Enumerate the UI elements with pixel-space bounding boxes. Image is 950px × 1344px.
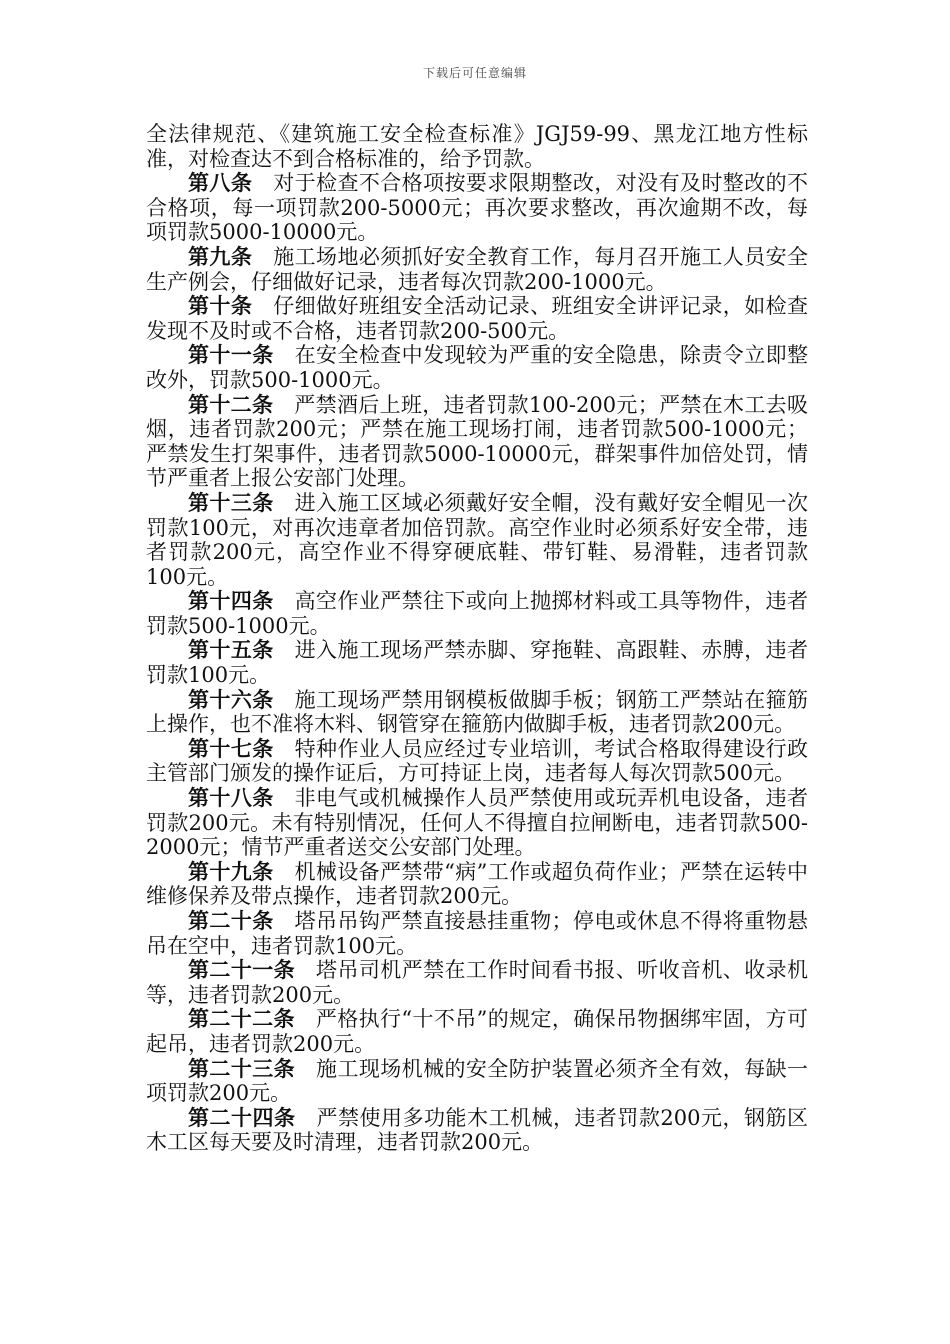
article-text: 机械设备严禁带“病”工作或超负荷作业；严禁在运转中维修保养及带点操作，违者罚款200元。 — [146, 859, 808, 909]
article-11 — [146, 343, 808, 392]
article-15 — [146, 638, 808, 687]
article-label: 第十七条 — [188, 736, 274, 761]
article-10 — [146, 294, 808, 343]
article-text: 塔吊吊钩严禁直接悬挂重物；停电或休息不得将重物悬吊在空中，违者罚款100元。 — [146, 909, 809, 958]
article-text: 施工现场机械的安全防护装置必须齐全有效，每缺一项罚款200元。 — [146, 1056, 809, 1106]
article-label: 第二十三条 — [188, 1056, 296, 1081]
article-12 — [146, 393, 808, 491]
article-text: 严禁酒后上班，违者罚款100-200元；严禁在木工去吸烟，违者罚款200元；严禁在施工现场打闹，违者罚款500-1000元；严禁发生打架事件，违者罚款5000-10000元，群架事件加倍处罚，情节严重者上报公安部门处理。 — [146, 392, 809, 491]
article-16 — [146, 688, 808, 737]
article-label: 第二十条 — [188, 909, 274, 933]
article-19 — [146, 860, 808, 909]
article-text: 在安全检查中发现较为严重的安全隐患，除责令立即整改外，罚款500-1000元。 — [146, 343, 809, 392]
intro-paragraph: 全法律规范、《建筑施工安全检查标准》JGJ59-99、黑龙江地方性标准，对检查达不到合格标准的，给予罚款。 — [146, 122, 808, 171]
article-24 — [146, 1106, 808, 1155]
article-18 — [146, 786, 808, 860]
article-label: 第十八条 — [188, 786, 274, 811]
article-label: 第十四条 — [188, 589, 274, 614]
page-header: 下载后可任意编辑 — [422, 66, 527, 80]
article-text: 进入施工区域必须戴好安全帽，没有戴好安全帽见一次罚款100元，对再次违章者加倍罚款。高空作业时必须系好安全带，违者罚款200元，高空作业不得穿硬底鞋、带钉鞋、易滑鞋，违者罚款100元。 — [146, 490, 809, 589]
article-text: 施工场地必须抓好安全教育工作，每月召开施工人员安全生产例会，仔细做好记录，违者每次罚款200-1000元。 — [146, 244, 809, 294]
article-label: 第十六条 — [188, 687, 274, 712]
article-8 — [146, 171, 808, 245]
article-label: 第二十一条 — [188, 958, 296, 983]
article-label: 第二十二条 — [188, 1007, 295, 1032]
article-label: 第十一条 — [188, 343, 274, 368]
article-21 — [146, 958, 808, 1007]
article-text: 严禁使用多功能木工机械，违者罚款200元，钢筋区木工区每天要及时清理，违者罚款200元。 — [146, 1105, 808, 1155]
article-label: 第二十四条 — [188, 1105, 296, 1130]
article-label: 第十九条 — [188, 859, 274, 884]
article-20 — [146, 909, 808, 958]
article-text: 高空作业严禁往下或向上抛掷材料或工具等物件，违者罚款500-1000元。 — [146, 589, 809, 638]
article-text: 非电气或机械操作人员严禁使用或玩弄机电设备，违者罚款200元。未有特别情况，任何人不得擅自拉闸断电，违者罚款500-2000元；情节严重者送交公安部门处理。 — [146, 786, 809, 860]
article-text: 特种作业人员应经过专业培训，考试合格取得建设行政主管部门颁发的操作证后，方可持证上岗，违者每人每次罚款500元。 — [146, 736, 809, 786]
article-9 — [146, 245, 808, 294]
article-14 — [146, 589, 808, 638]
article-23 — [146, 1057, 808, 1106]
article-label: 第十二条 — [188, 392, 274, 417]
article-label: 第十三条 — [188, 490, 274, 515]
article-text: 对于检查不合格项按要求限期整改，对没有及时整改的不合格项，每一项罚款200-5000元；再次要求整改，再次逾期不改，每项罚款5000-10000元。 — [146, 171, 809, 245]
article-text: 施工现场严禁用钢模板做脚手板；钢筋工严禁站在箍筋上操作，也不准将木料、钢管穿在箍筋内做脚手板，违者罚款200元。 — [146, 687, 809, 737]
document-body — [146, 122, 808, 1155]
article-text: 仔细做好班组安全活动记录、班组安全讲评记录，如检查发现不及时或不合格，违者罚款200-500元。 — [146, 294, 809, 343]
article-label: 第九条 — [188, 244, 253, 269]
article-13 — [146, 491, 808, 589]
article-label: 第十五条 — [188, 638, 274, 663]
article-22 — [146, 1007, 808, 1056]
article-label: 第十条 — [188, 294, 253, 319]
article-label: 第八条 — [188, 171, 253, 196]
article-text: 塔吊司机严禁在工作时间看书报、听收音机、收录机等，违者罚款200元。 — [146, 958, 809, 1007]
article-17 — [146, 737, 808, 786]
article-text: 进入施工现场严禁赤脚、穿拖鞋、高跟鞋、赤膊，违者罚款100元。 — [146, 638, 809, 688]
article-text: 严格执行“十不吊”的规定，确保吊物捆绑牢固，方可起吊，违者罚款200元。 — [146, 1007, 808, 1056]
